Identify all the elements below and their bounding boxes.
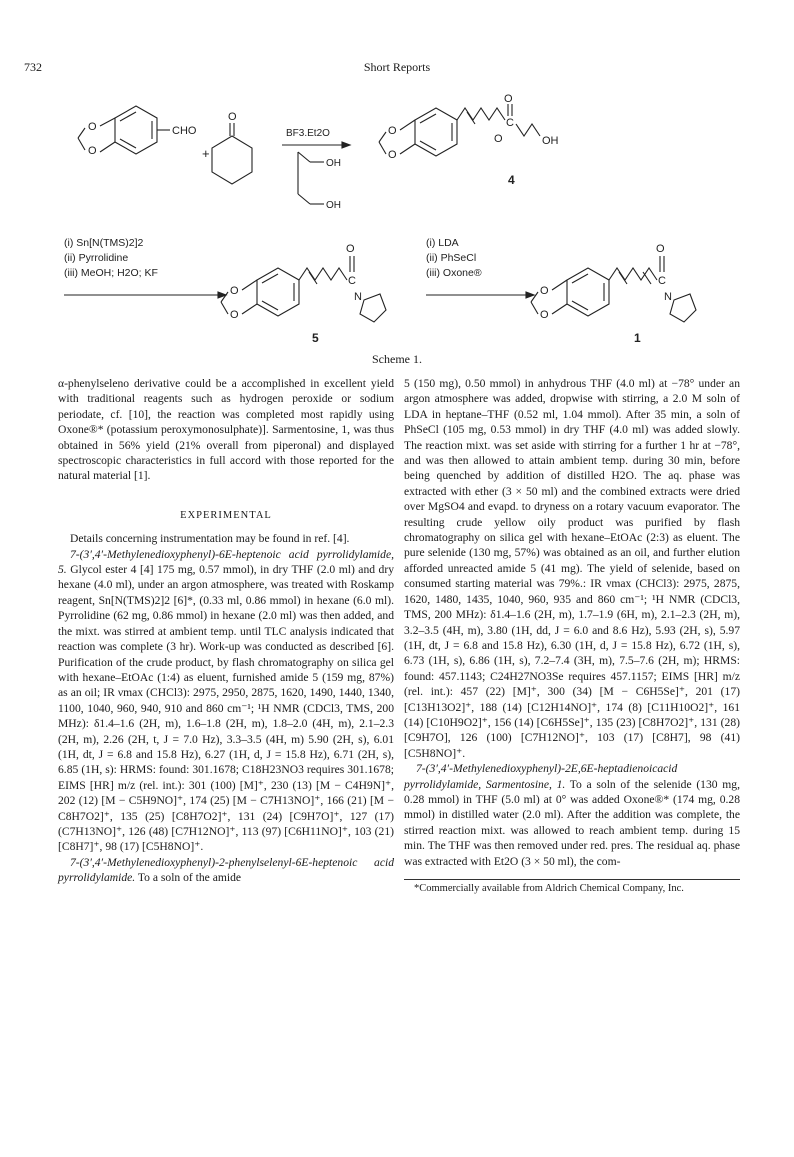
atom-o: O — [494, 133, 503, 145]
step-label: (i) Sn[N(TMS)2]2 — [64, 237, 144, 249]
oh-label: OH — [326, 200, 341, 211]
scheme-caption: Scheme 1. — [372, 352, 422, 366]
atom-o: O — [504, 93, 513, 105]
atom-n: N — [664, 291, 672, 303]
compound-number-5: 5 — [312, 331, 319, 345]
paragraph — [58, 855, 394, 886]
oh-label: OH — [326, 158, 341, 169]
left-column — [58, 376, 394, 886]
paragraph: Details concerning instrumentation may be found in ref. [4]. — [70, 532, 350, 546]
atom-o: O — [656, 243, 665, 255]
compound-title: 7-(3′,4′-Methylenedioxyphenyl)-2-phenylselenyl-6E-heptenoic acid pyrrolidylamide. — [58, 855, 394, 885]
running-head: Short Reports — [363, 60, 431, 74]
atom-c: C — [348, 275, 356, 287]
paragraph — [58, 547, 394, 855]
section-heading: EXPERIMENTAL — [180, 509, 272, 521]
plus-sign: + — [202, 146, 210, 161]
paragraph: 5 (150 mg), 0.50 mmol) in anhydrous THF (4.0 ml) at −78° under an argon atmosphere was added, dropwise with stirring, a 2.0 M soln of LDA in heptane–THF (0.52 ml, 1.04 mmol). After 35 min, a soln of PhSeCl (105 mg, 0.53 mmol) in dry THF (4.0 ml) was added slowly. The reaction mixt. was set aside with stirring for a further 1 hr at −78°, and was then allowed to attain ambient temp. during 30 min, before being quenched by addition of distilled H2O. The aq. phase was extracted with ether (3 × 50 ml) and the combined extracts were dried over MgSO4 and evapd. to dryness on a rotary vacuum evaporator. The resulting crude yellow oily product was purified by flash chromatography on silica gel with hexane–EtOAc (2:3) as eluent. The pure selenide (130 mg, 57%) was obtained as an oil, and further elution afforded unreacted amide 5 (41 mg). The yield of selenide, based on consumed starting material was 79%.: IR νmax (CHCl3): 2975, 2875, 1620, 1480, 1435, 1040, 960, 935 and 860 cm⁻¹; ¹H NMR (CDCl3, TMS, 200 MHz): δ1.4–1.6 (2H, m), 1.7–1.9 (6H, m), 2.1–2.3 (2H, m), 3.2–3.5 (4H, m), 3.80 (1H, dd, J = 6.0 and 8.6 Hz), 5.93 (2H, s), 5.97 (1H, dt, J = 6.8 and 15.8 Hz), 6.30 (1H, d, J = 15.8 Hz), 6.72 (1H, s), 6.73 (1H, s), 6.86 (1H, s), 7.2–7.4 (3H, m), 7.5–7.6 (2H, m); HRMS: found: 457.1143; C24H27NO3Se requires 457.1157; EIMS [HR] m/z (rel. int.): 457 (22) [M]⁺, 300 (34) [M − C6H5Se]⁺, 201 (17) [C13H13O2]⁺, 188 (14) [C12H14NO]⁺, 174 (8) [C11H10O2]⁺, 161 (14) [C10H9O2]⁺, 156 (14) [C6H5Se]⁺, 135 (23) [C8H7O2]⁺, 131 (28) [C9H7O], 126 (100) [C7H12NO]⁺, 103 (17) [C8H7], 98 (41) [C5H8NO]⁺. — [404, 377, 740, 760]
atom-n: N — [354, 291, 362, 303]
atom-o: O — [230, 285, 239, 297]
compound-number-4: 4 — [508, 173, 515, 187]
atom-o: O — [346, 243, 355, 255]
reagent-bf3: BF3.Et2O — [286, 128, 330, 139]
compound-4-structure — [379, 93, 559, 187]
compound-title: 7-(3′,4′-Methylenedioxyphenyl)-2E,6E-heptadienoicacid pyrrolidylamide, Sarmentosine, 1. — [404, 762, 678, 791]
paragraph-body: Glycol ester 4 [4] 175 mg, 0.57 mmol), in dry THF (2.0 ml) and dry hexane (4.0 ml), under an argon atmosphere, was treated with Roskamp reagent, Sn[N(TMS)2]2 [6]*, (0.33 ml, 0.86 mmol) in hexane (6.0 ml). Pyrrolidine (62 mg, 0.86 mmol) in hexane (2.0 ml) was then added, and the mixt. was stirred at ambient temp. until TLC analysis indicated that reaction was complete (3 hr). Work-up was conducted as described [6]. Purification of the crude product, by flash chromatography on silica gel with hexane–EtOAc (1:4) as eluent, furnished amide 5 (159 mg, 87%) as an oil; IR νmax (CHCl3): 2975, 2950, 2875, 1620, 1490, 1440, 1340, 1100, 1040, 960, 940, 910 and 860 cm⁻¹; ¹H NMR (CDCl3, TMS, 200 MHz): δ1.4–1.6 (2H, m), 1.6–1.8 (2H, m), 1.8–2.0 (4H, m), 2.1–2.3 (2H, m), 2.26 (2H, t, J = 7.0 Hz), 3.3–3.5 (4H, m) 5.90 (2H, s), 6.01 (1H, dt, J = 6.8 and 15.8 Hz), 6.27 (1H, d, J = 15.8 Hz), 6.71 (2H, s), 6.85 (1H, s): HRMS: found: 301.1678; C18H23NO3 requires 301.1678; EIMS [HR] m/z (rel. int.): 301 (100) [M]⁺, 230 (13) [M − C4H9N]⁺, 202 (12) [M − C5H9NO]⁺, 174 (25) [M − C7H13NO]⁺, 166 (21) [M − C8H7O2]⁺, 135 (25) [C8H7O2]⁺, 131 (24) [C9H7O]⁺, 127 (17) (C7H13NO]⁺, 126 (48) [C7H12NO]⁺, 113 (97) [C6H11NO]⁺, 103 (21) [C8H7]⁺, 98 (17) [C5H8NO]⁺. — [58, 563, 395, 854]
piperonal-structure — [78, 106, 197, 157]
paragraph — [404, 761, 740, 869]
footnote: *Commercially available from Aldrich Chemical Company, Inc. — [404, 879, 740, 896]
compound-1-structure — [531, 243, 696, 345]
cyclohexanone-structure — [212, 111, 252, 184]
paragraph-body: To a soln of the amide — [137, 871, 242, 885]
step-label: (iii) MeOH; H2O; KF — [64, 267, 158, 279]
atom-o: O — [88, 121, 97, 133]
oh-label: OH — [542, 135, 559, 147]
step-label: (ii) Pyrrolidine — [64, 252, 129, 264]
compound-title: 7-(3′,4′-Methylenedioxyphenyl)-6E-heptenoic acid pyrrolidylamide, 5. — [58, 547, 394, 577]
atom-o: O — [540, 285, 549, 297]
paragraph-body: To a soln of the selenide (130 mg, 0.28 mmol) in THF (5.0 ml) at 0° was added Oxone®* (174 mg, 0.28 mmol) in distilled water (2.0 ml). After the addition was complete, the stirred reaction mixt. was allowed to reach ambient temp. during 15 min. The THF was then removed under red. pres. The residual aq. phase was extracted with Et2O (3 × 50 ml), the com- — [404, 777, 740, 868]
page-number: 732 — [24, 60, 42, 74]
atom-o: O — [388, 125, 397, 137]
atom-o: O — [88, 145, 97, 157]
step-label: (i) LDA — [426, 237, 459, 249]
atom-c: C — [658, 275, 666, 287]
compound-5-structure — [221, 243, 386, 345]
atom-o: O — [228, 111, 237, 123]
step-label: (ii) PhSeCl — [426, 252, 477, 264]
compound-number-1: 1 — [634, 331, 641, 345]
step-label: (iii) Oxone® — [426, 267, 482, 279]
right-column — [404, 376, 740, 896]
cho-label: CHO — [172, 125, 197, 137]
paragraph: α-phenylseleno derivative could be a accomplished in excellent yield with traditional reagents such as hydrogen peroxide or sodium periodate, cf. [10], the reaction was completed most rapidly using Oxone®* (potassium peroxymonosulphate)]. Sarmentosine, 1, was thus obtained in 56% yield (21% overall from piperonal) and displayed spectroscopic characteristics in full accord with those reported for the natural material [1]. — [58, 377, 394, 483]
reaction-scheme — [60, 90, 740, 350]
atom-o: O — [230, 309, 239, 321]
atom-c: C — [506, 117, 514, 129]
atom-o: O — [388, 149, 397, 161]
atom-o: O — [540, 309, 549, 321]
